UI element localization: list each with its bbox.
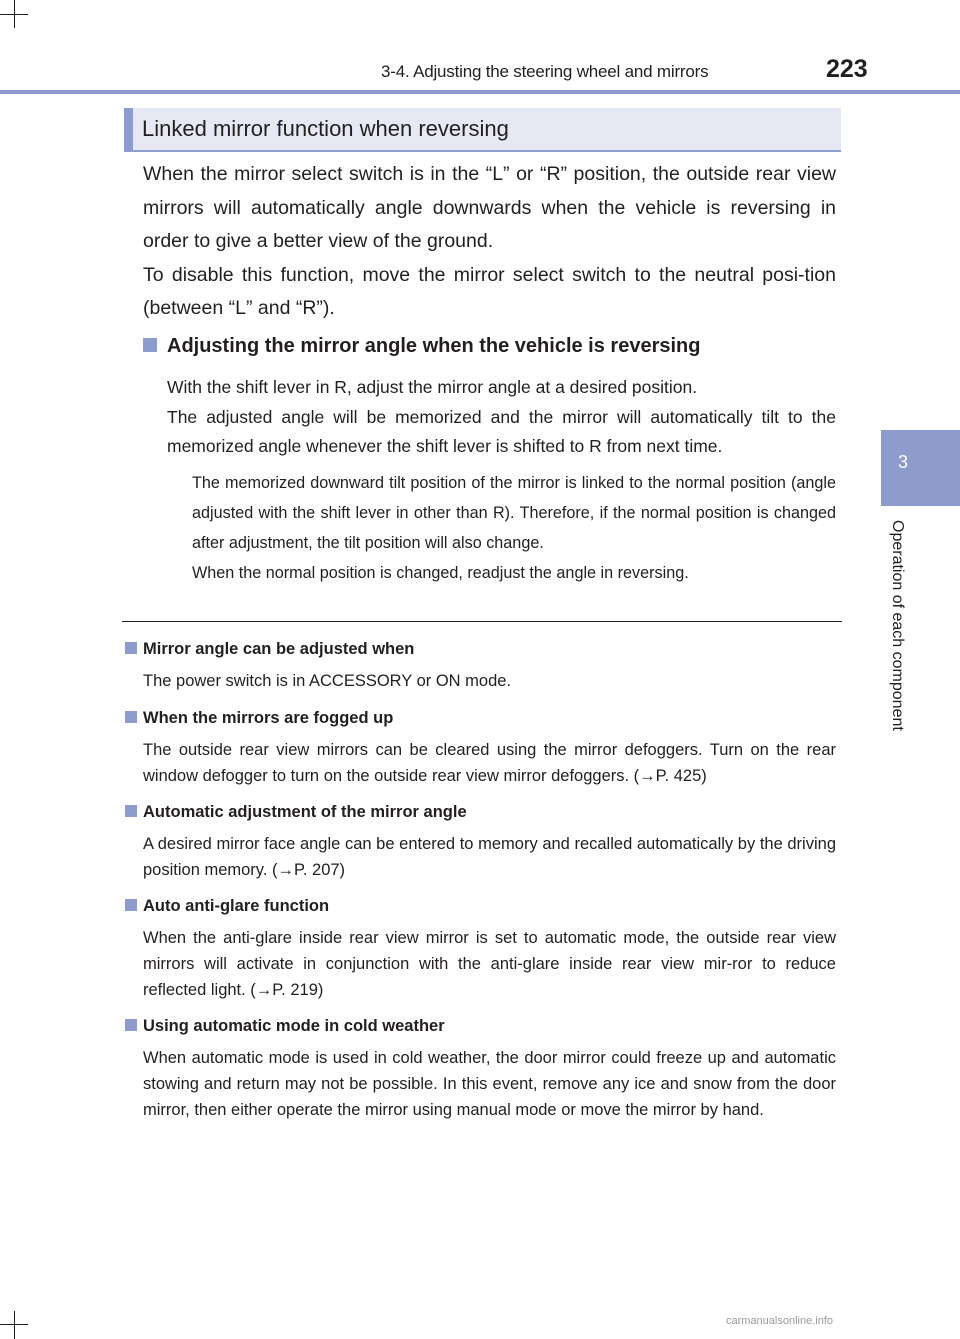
info-heading xyxy=(125,707,836,729)
intro-paragraph: When the mirror select switch is in the “L” or “R” position, the outside rear view mirrors will automatically angle downwards when the vehicle is reversing in order to give a better view of the ground. xyxy=(143,163,836,252)
note-line-2: When the normal position is changed, readjust the angle in reversing. xyxy=(192,564,689,582)
info-heading-text: Automatic adjustment of the mirror angle xyxy=(143,803,467,821)
info-item xyxy=(125,895,836,1003)
square-bullet-icon xyxy=(125,1019,137,1031)
info-heading xyxy=(125,638,836,660)
subsection-line-2: The adjusted angle will be memorized and the mirror will automatically tilt to the memorized angle whenever the shift lever is shifted to R from next time. xyxy=(167,406,836,456)
info-heading-text: Mirror angle can be adjusted when xyxy=(143,640,415,658)
crop-mark-bottom-left-v xyxy=(14,1311,15,1339)
note-line-1: The memorized downward tilt position of the mirror is linked to the normal position (angle adjusted with the shift lever in other than R). Therefore, if the normal position is changed after adjustment, the tilt position will also change. xyxy=(192,474,836,552)
subsection-body xyxy=(167,373,836,462)
info-body: The power switch is in ACCESSORY or ON mode. xyxy=(143,672,512,690)
info-heading xyxy=(125,801,836,823)
info-heading-text: Using automatic mode in cold weather xyxy=(143,1017,445,1035)
subsection-title: Adjusting the mirror angle when the vehicle is reversing xyxy=(167,335,701,357)
crop-mark-bottom-left-h xyxy=(0,1324,28,1325)
square-bullet-icon xyxy=(125,642,137,654)
info-item xyxy=(125,707,836,789)
chapter-side-label-text: Operation of each component xyxy=(889,520,906,731)
info-body: A desired mirror face angle can be entered to memory and recalled automatically by the driving position memory. (→P. 207) xyxy=(143,835,836,879)
chapter-side-label xyxy=(889,520,928,780)
subsection-heading xyxy=(143,335,700,358)
intro-paragraph-2: To disable this function, move the mirror select switch to the neutral posi-tion (between “L” and “R”). xyxy=(143,263,836,319)
info-item xyxy=(125,1015,836,1123)
page-number: 223 xyxy=(826,55,868,83)
info-heading-text: When the mirrors are fogged up xyxy=(143,709,394,727)
info-item xyxy=(125,801,836,883)
info-heading xyxy=(125,1015,836,1037)
square-bullet-icon xyxy=(125,711,137,723)
subsection-note xyxy=(192,468,836,588)
info-heading-text: Auto anti-glare function xyxy=(143,897,330,915)
info-body: When automatic mode is used in cold weather, the door mirror could freeze up and automatic stowing and return may not be possible. In this event, remove any ice and snow from the door mirror, then either operate the mirror using manual mode or move the mirror by hand. xyxy=(143,1049,836,1119)
header-rule xyxy=(0,90,960,94)
section-intro xyxy=(143,158,836,326)
square-bullet-icon xyxy=(125,805,137,817)
section-heading xyxy=(124,108,841,152)
chapter-tab-number: 3 xyxy=(898,452,909,472)
section-title: Linked mirror function when reversing xyxy=(142,116,509,141)
crop-mark-top-left-h xyxy=(0,14,28,15)
chapter-title: 3-4. Adjusting the steering wheel and mirrors xyxy=(381,62,709,81)
info-heading xyxy=(125,895,836,917)
section-heading-bar xyxy=(124,108,133,150)
info-body: When the anti-glare inside rear view mirror is set to automatic mode, the outside rear view mirrors will activate in conjunction with the anti-glare inside rear view mir-ror to reduce reflected light. (→P. 219) xyxy=(143,929,836,999)
square-bullet-icon xyxy=(143,338,157,352)
chapter-tab xyxy=(881,430,960,506)
square-bullet-icon xyxy=(125,899,137,911)
watermark: carmanualsonline.info xyxy=(726,1315,834,1327)
subsection-line-1: With the shift lever in R, adjust the mirror angle at a desired position. xyxy=(167,377,698,397)
divider xyxy=(122,621,842,622)
info-item xyxy=(125,638,836,694)
info-body: The outside rear view mirrors can be cleared using the mirror defoggers. Turn on the rear window defogger to turn on the outside rear view mirror defoggers. (→P. 425) xyxy=(143,741,836,785)
